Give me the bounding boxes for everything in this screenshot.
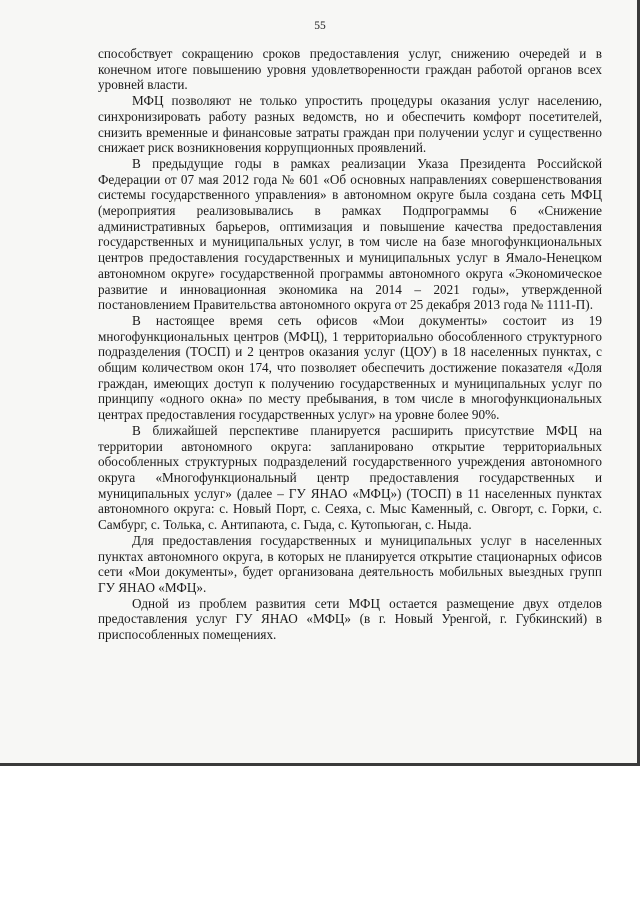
paragraph-problems: Одной из проблем развития сети МФЦ остается размещение двух отделов предоставления услуг ГУ ЯНАО «МФЦ» (в г. Новый Уренгой, г. Губкинский) в приспособленных помещениях. (98, 595, 602, 643)
document-body (98, 46, 602, 643)
paragraph-mobile-groups: Для предоставления государственных и муниципальных услуг в населенных пунктах автономного округа, в которых не планируется открытие стационарных офисов сети «Мои документы», будет организована деятельность мобильных выездных групп ГУ ЯНАО «МФЦ». (98, 532, 602, 595)
paragraph-mfc-history: В предыдущие годы в рамках реализации Указа Президента Российской Федерации от 07 мая 2012 года № 601 «Об основных направлениях совершенствования системы государственного управления» в автономном округе была создана сеть МФЦ (мероприятия реализовывались в рамках Подпрограммы 6 «Снижение административных барьеров, оптимизация и повышение качества предоставления государственных и муниципальных услуг, в том числе на базе многофункциональных центров предоставления государственных и муниципальных услуг в Ямало-Ненецком автономном округе» государственной программы автономного округа «Экономическое развитие и инновационная экономика на 2014 – 2021 годы», утвержденной постановлением Правительства автономного округа от 25 декабря 2013 года № 1111-П). (98, 155, 602, 313)
paragraph-mfc-benefits: МФЦ позволяют не только упростить процедуры оказания услуг населению, синхронизировать работу разных ведомств, но и обеспечить комфорт посетителей, снизить временные и финансовые затраты граждан при получении услуг и существенно снижает риск возникновения коррупционных проявлений. (98, 93, 602, 156)
paragraph-continuation: способствует сокращению сроков предоставления услуг, снижению очередей и в конечном итоге повышению уровня удовлетворенности граждан работой органов всех уровней власти. (98, 46, 602, 93)
paragraph-current-network: В настоящее время сеть офисов «Мои документы» состоит из 19 многофункциональных центров (МФЦ), 1 территориально обособленного структурного подразделения (ТОСП) и 2 центров оказания услуг (ЦОУ) в 18 населенных пунктах, с общим количеством окон 174, что позволяет обеспечить достижение показателя «Доля граждан, имеющих доступ к получению государственных и муниципальных услуг по принципу «одного окна» по месту пребывания, в том числе в многофункциональных центрах предоставления государственных услуг» на уровне более 90%. (98, 312, 602, 423)
paragraph-expansion-plans: В ближайшей перспективе планируется расширить присутствие МФЦ на территории автономного округа: запланировано открытие территориальных обособленных структурных подразделений государственного учреждения автономного округа «Многофункциональный центр предоставления государственных и муниципальных услуг» (далее – ГУ ЯНАО «МФЦ») (ТОСП) в 11 населенных пунктах автономного округа: с. Новый Порт, с. Сеяха, с. Мыс Каменный, с. Овгорт, с. Горки, с. Самбург, с. Толька, с. Антипаюта, с. Гыда, с. Кутопьюган, с. Ныда. (98, 422, 602, 533)
page-number: 55 (314, 20, 326, 32)
